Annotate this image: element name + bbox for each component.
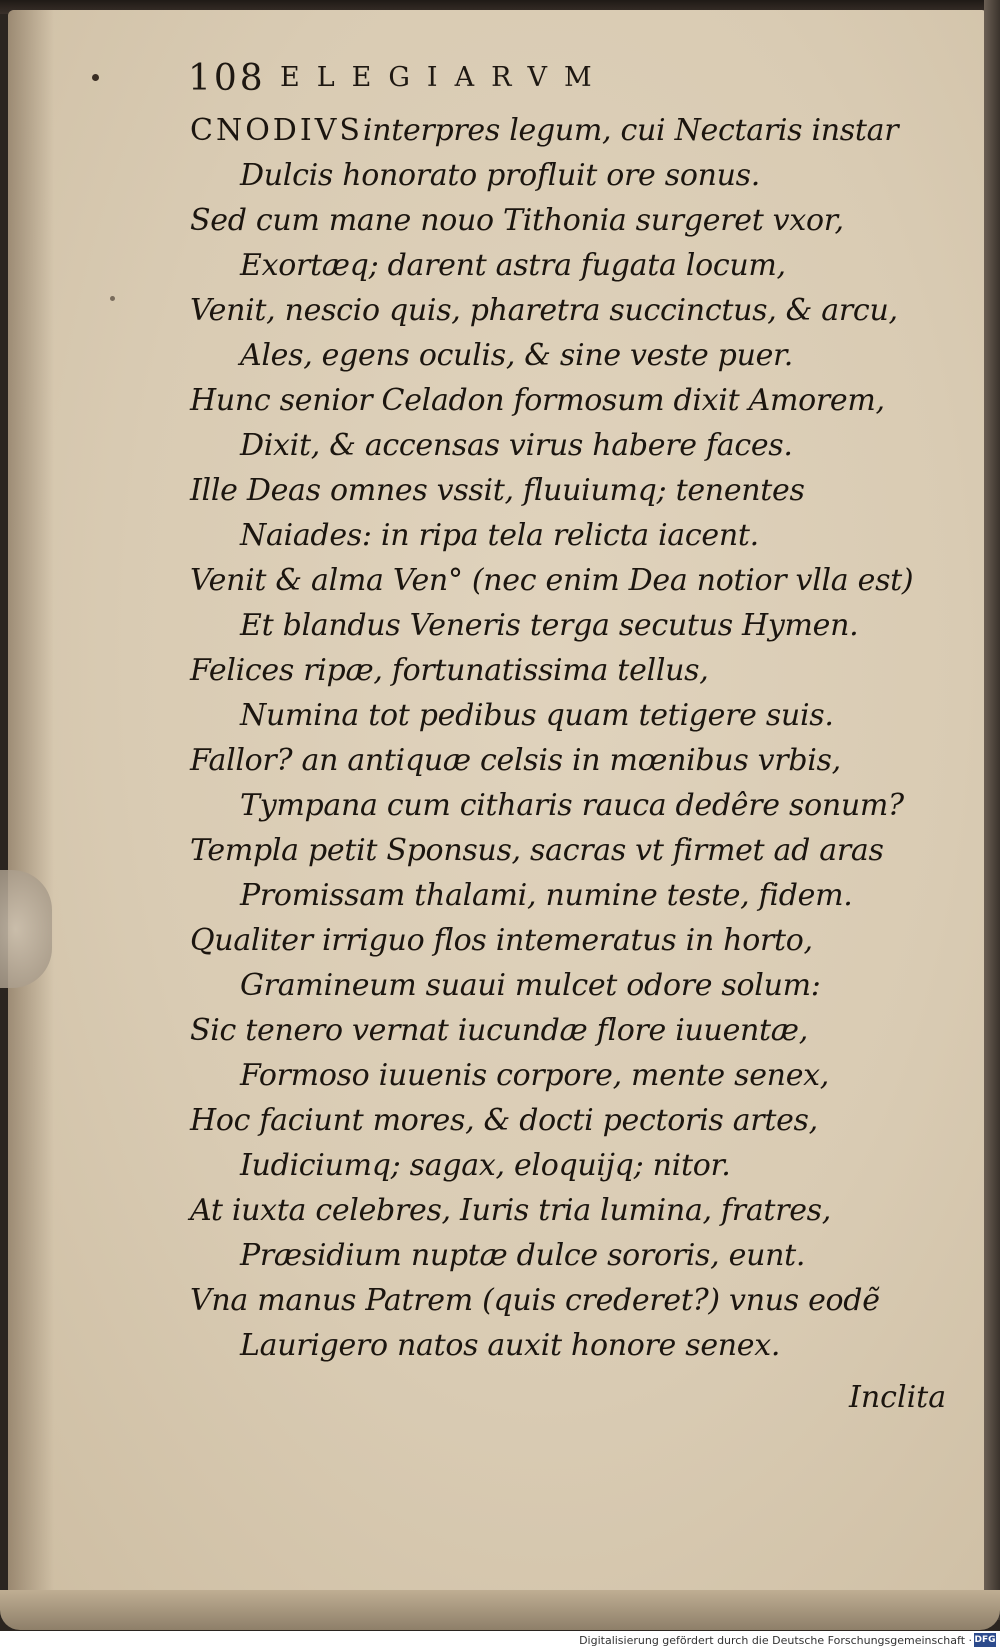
dfg-logo: DFG <box>974 1635 996 1645</box>
initial-caps: CNODIVS <box>190 113 363 148</box>
catchword: Inclita <box>849 1380 947 1415</box>
verse-line: Præsidium nuptæ dulce sororis, eunt. <box>240 1238 806 1273</box>
verse-line: Exortæq; darent astra fugata locum, <box>240 248 786 283</box>
page-number: 108 <box>188 58 266 99</box>
verse-line: Sic tenero vernat iucundæ flore iuuentæ, <box>190 1013 808 1048</box>
verse-line: Templa petit Sponsus, sacras vt firmet ad aras <box>190 833 884 868</box>
verse-line: Ales, egens oculis, & sine veste puer. <box>240 338 794 373</box>
running-head: ELEGIARVM <box>280 62 609 93</box>
verse-line: Venit, nescio quis, pharetra succinctus, & arcu, <box>190 293 898 328</box>
verse-line: Gramineum suaui mulcet odore solum: <box>240 968 821 1003</box>
verse-line: Venit & alma Ven° (nec enim Dea notior vlla est) <box>190 563 914 598</box>
digitization-footer <box>0 1631 1000 1651</box>
verse-line: Qualiter irriguo flos intemeratus in horto, <box>190 923 813 958</box>
verse-line: Felices ripæ, fortunatissima tellus, <box>190 653 709 688</box>
verse-line: Naiades: in ripa tela relicta iacent. <box>240 518 759 553</box>
verse-line <box>190 111 898 151</box>
verse-line: Hunc senior Celadon formosum dixit Amorem, <box>190 383 885 418</box>
verse-line: Hoc faciunt mores, & docti pectoris artes, <box>190 1103 818 1138</box>
verse-line: Laurigero natos auxit honore senex. <box>240 1328 781 1363</box>
verse-line: Promissam thalami, numine teste, fidem. <box>240 878 853 913</box>
funding-credit: Digitalisierung gefördert durch die Deutsche Forschungsgemeinschaft · <box>579 1634 972 1647</box>
verse-line: At iuxta celebres, Iuris tria lumina, fratres, <box>190 1193 832 1228</box>
verse-line: Dixit, & accensas virus habere faces. <box>240 428 793 463</box>
verse-line: Sed cum mane nouo Tithonia surgeret vxor, <box>190 203 844 238</box>
verse-text: interpres legum, cui Nectaris instar <box>362 113 899 148</box>
verse-line: Formoso iuuenis corpore, mente senex, <box>240 1058 830 1093</box>
verse-line: Ille Deas omnes vssit, fluuiumq; tenentes <box>190 473 805 508</box>
verse-line: Tympana cum citharis rauca dedêre sonum? <box>240 788 904 823</box>
verse-line: Fallor? an antiquæ celsis in mœnibus vrbis, <box>190 743 841 778</box>
verse-line: Dulcis honorato profluit ore sonus. <box>240 158 760 193</box>
verse-line: Et blandus Veneris terga secutus Hymen. <box>240 608 859 643</box>
verse-line: Iudiciumq; sagax, eloquijq; nitor. <box>240 1148 731 1183</box>
verse-line: Vna manus Patrem (quis crederet?) vnus eodẽ <box>190 1283 880 1318</box>
verse-line: Numina tot pedibus quam tetigere suis. <box>240 698 834 733</box>
